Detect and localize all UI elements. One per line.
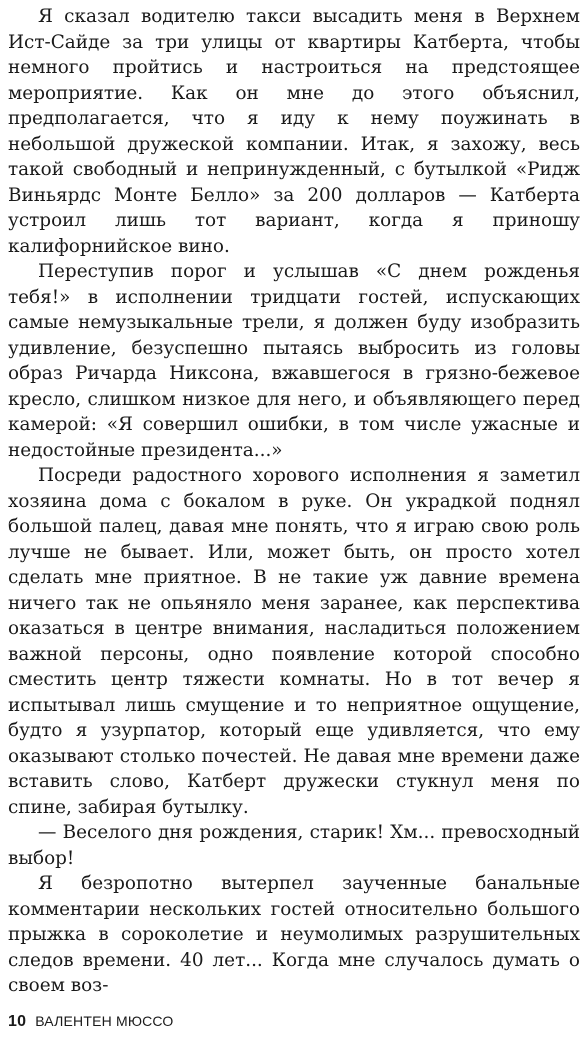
paragraph-3: Посреди радостного хорового исполнения я заметил хозяина дома с бокалом в руке. Он украдкой поднял большой палец, давая мне понять, что я играю свою роль лучше не бывает. Или, может быть, он просто хотел сделать мне приятное. В не такие уж давние времена ничего так не опьяняло меня заранее, как перспектива оказаться в центре внимания, насладиться положением важной персоны, одно появление которой способно сместить центр тяжести комнаты. Но в тот вечер я испытывал лишь смущение и то неприятное ощущение, будто я узурпатор, который еще удивляется, что ему оказывают столько почестей. Не давая мне времени даже вставить слово, Катберт дружески стукнул меня по спине, забирая бутылку. [8, 465, 580, 818]
body-text [8, 4, 580, 999]
running-author: ВАЛЕНТЕН МЮССО [35, 1013, 174, 1029]
paragraph-4: — Веселого дня рождения, старик! Хм... превосходный выбор! [8, 822, 580, 869]
paragraph-1: Я сказал водителю такси высадить меня в Верхнем Ист-Сайде за три улицы от квартиры Катберта, чтобы немного пройтись и настроиться на предстоящее мероприятие. Как он мне до этого объяснил, предполагается, что я иду к нему поужинать в небольшой дружеской компании. Итак, я захожу, весь такой свободный и непринужденный, с бутылкой «Ридж Виньярдс Монте Белло» за 200 долларов — Катберта устроил лишь тот вариант, когда я приношу калифорнийское вино. [8, 6, 580, 257]
page-number: 10 [8, 1013, 27, 1030]
page-footer [8, 1013, 174, 1031]
paragraph-2: Переступив порог и услышав «С днем рожденья тебя!» в исполнении тридцати гостей, испускающих самые немузыкальные трели, я должен буду изобразить удивление, безуспешно пытаясь выбросить из головы образ Ричарда Никсона, вжавшегося в грязно-бежевое кресло, слишком низкое для него, и объявляющего перед камерой: «Я совершил ошибки, в том числе ужасные и недостойные президента...» [8, 261, 580, 461]
paragraph-5: Я безропотно вытерпел заученные банальные комментарии нескольких гостей относительно большого прыжка в сороколетие и неумолимых разрушительных следов времени. 40 лет... Когда мне случалось думать о своем воз- [8, 873, 580, 996]
